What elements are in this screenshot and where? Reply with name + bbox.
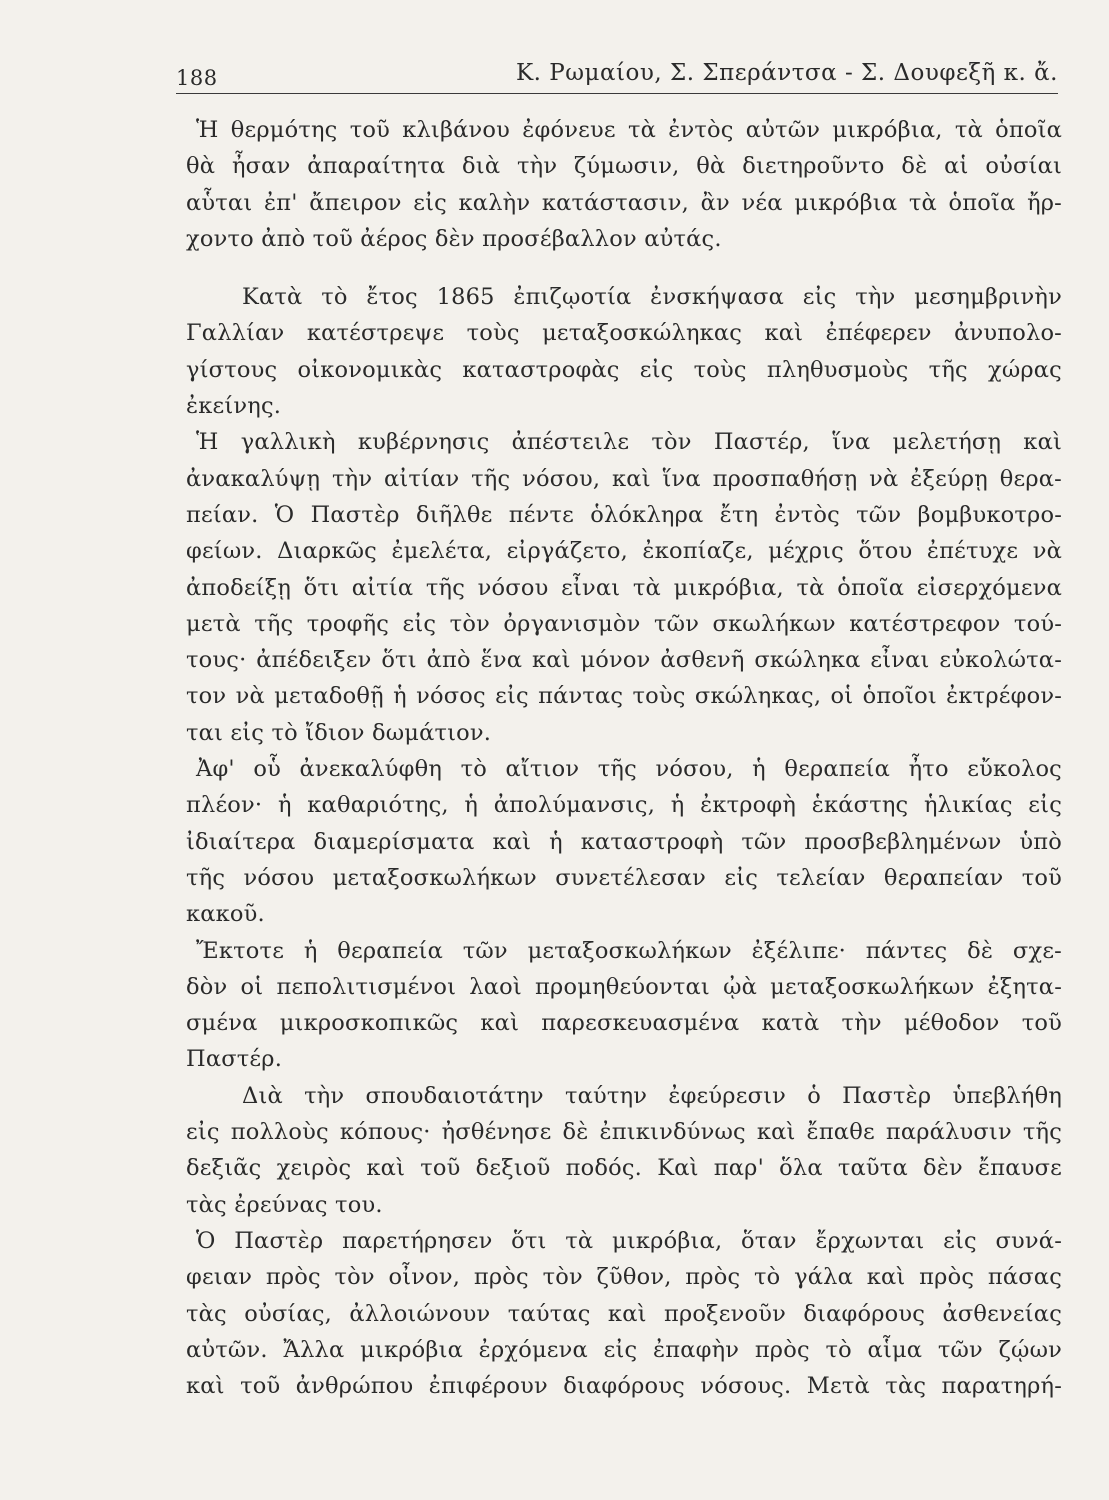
text-line: φείων. Διαρκῶς ἐμελέτα, εἰργάζετο, ἐκοπίαζε, μέχρις ὅτου ἐπέτυχε νὰ (186, 538, 1062, 565)
text-line: γίστους οἰκονομικὰς καταστροφὰς εἰς τοὺς πληθυσμοὺς τῆς χώρας (186, 356, 1062, 383)
text-line: τὰς οὐσίας, ἀλλοιώνουν ταύτας καὶ προξενοῦν διαφόρους ἀσθενείας (186, 1300, 1062, 1327)
text-line: αὐτῶν. Ἄλλα μικρόβια ἐρχόμενα εἰς ἐπαφὴν πρὸς τὸ αἷμα τῶν ζῴων (186, 1336, 1062, 1363)
paragraph (186, 751, 1062, 932)
text-line: Παστέρ. (186, 1046, 283, 1073)
paragraph (186, 424, 1062, 751)
paragraph (186, 1223, 1062, 1404)
text-line: μετὰ τῆς τροφῆς εἰς τὸν ὀργανισμὸν τῶν σκωλήκων κατέστρεφον τού- (186, 610, 1062, 637)
text-line: αὗται ἐπ' ἄπειρον εἰς καλὴν κατάστασιν, ἂν νέα μικρόβια τὰ ὁποῖα ἤρ- (186, 189, 1062, 216)
page-number: 188 (176, 66, 218, 90)
text-line: Ὁ Παστὲρ παρετήρησεν ὅτι τὰ μικρόβια, ὅταν ἔρχωνται εἰς συνά- (196, 1227, 1062, 1254)
text-line: ἰδιαίτερα διαμερίσματα καὶ ἡ καταστροφὴ τῶν προσβεβλημένων ὑπὸ (186, 828, 1062, 855)
text-line: καὶ τοῦ ἀνθρώπου ἐπιφέρουν διαφόρους νόσους. Μετὰ τὰς παρατηρή- (186, 1373, 1062, 1400)
text-line: Διὰ τὴν σπουδαιοτάτην ταύτην ἐφεύρεσιν ὁ Παστὲρ ὑπεβλήθη (242, 1082, 1062, 1109)
text-line: Ἡ θερμότης τοῦ κλιβάνου ἐφόνευε τὰ ἐντὸς αὐτῶν μικρόβια, τὰ ὁποῖα (196, 117, 1062, 143)
text-line: ἀνακαλύψῃ τὴν αἰτίαν τῆς νόσου, καὶ ἵνα προσπαθήσῃ νὰ ἐξεύρῃ θερα- (186, 465, 1062, 492)
paragraph (186, 933, 1062, 1078)
running-head: Κ. Ρωμαίου, Σ. Σπεράντσα - Σ. Δουφεξῆ κ. ἄ. (516, 60, 1058, 86)
paragraph (186, 1078, 1062, 1223)
text-line: θὰ ἦσαν ἀπαραίτητα διὰ τὴν ζύμωσιν, θὰ διετηροῦντο δὲ αἱ οὐσίαι (186, 153, 1062, 180)
text-line: σμένα μικροσκοπικῶς καὶ παρεσκευασμένα κατὰ τὴν μέθοδον τοῦ (186, 1010, 1062, 1037)
text-line: Γαλλίαν κατέστρεψε τοὺς μεταξοσκώληκας καὶ ἐπέφερεν ἀνυπολο- (186, 320, 1062, 347)
text-line: ἐκείνης. (186, 393, 282, 420)
text-line: πλέον· ἡ καθαριότης, ἡ ἀπολύμανσις, ἡ ἐκτροφὴ ἑκάστης ἡλικίας εἰς (186, 792, 1062, 819)
text-line: ἀποδείξῃ ὅτι αἰτία τῆς νόσου εἶναι τὰ μικρόβια, τὰ ὁποῖα εἰσερχόμενα (186, 574, 1062, 601)
text-line: πείαν. Ὁ Παστὲρ διῆλθε πέντε ὁλόκληρα ἔτη ἐντὸς τῶν βομβυκοτρο- (186, 501, 1062, 528)
text-line: φειαν πρὸς τὸν οἶνον, πρὸς τὸν ζῦθον, πρὸς τὸ γάλα καὶ πρὸς πάσας (186, 1264, 1062, 1291)
text-line: εἰς πολλοὺς κόπους· ἠσθένησε δὲ ἐπικινδύνως καὶ ἔπαθε παράλυσιν τῆς (186, 1119, 1062, 1146)
text-line: τους· ἀπέδειξεν ὅτι ἀπὸ ἕνα καὶ μόνον ἀσθενῆ σκώληκα εἶναι εὐκολώτα- (186, 647, 1062, 674)
text-line: Κατὰ τὸ ἔτος 1865 ἐπιζῳοτία ἐνσκήψασα εἰς τὴν μεσημβρινὴν (242, 284, 1062, 311)
text-line: κακοῦ. (186, 901, 265, 928)
text-line: τον νὰ μεταδοθῇ ἡ νόσος εἰς πάντας τοὺς σκώληκας, οἱ ὁποῖοι ἐκτρέφον- (186, 683, 1062, 710)
text-line: δὸν οἱ πεπολιτισμένοι λαοὶ προμηθεύονται ᾠὰ μεταξοσκωλήκων ἐξητα- (186, 973, 1062, 1000)
header-rule (176, 93, 1058, 94)
text-line: τὰς ἐρεύνας του. (186, 1191, 383, 1218)
text-line: χοντο ἀπὸ τοῦ ἀέρος δὲν προσέβαλλον αὐτάς. (186, 225, 722, 252)
text-line: Ἡ γαλλικὴ κυβέρνησις ἀπέστειλε τὸν Παστέρ, ἵνα μελετήσῃ καὶ (196, 429, 1062, 456)
body-text (186, 112, 1062, 1404)
text-line: Ἔκτοτε ἡ θεραπεία τῶν μεταξοσκωλήκων ἐξέλιπε· πάντες δὲ σχε- (196, 937, 1062, 964)
text-line: ται εἰς τὸ ἴδιον δωμάτιον. (186, 719, 492, 746)
paragraph (186, 279, 1062, 424)
paragraph (186, 112, 1062, 257)
page-header (176, 52, 1058, 92)
text-line: τῆς νόσου μεταξοσκωλήκων συνετέλεσαν εἰς τελείαν θεραπείαν τοῦ (186, 864, 1062, 891)
text-line: δεξιᾶς χειρὸς καὶ τοῦ δεξιοῦ ποδός. Καὶ παρ' ὅλα ταῦτα δὲν ἔπαυσε (186, 1155, 1062, 1182)
paragraph-gap (186, 257, 1062, 279)
text-line: Ἀφ' οὗ ἀνεκαλύφθη τὸ αἴτιον τῆς νόσου, ἡ θεραπεία ἦτο εὔκολος (196, 756, 1062, 783)
